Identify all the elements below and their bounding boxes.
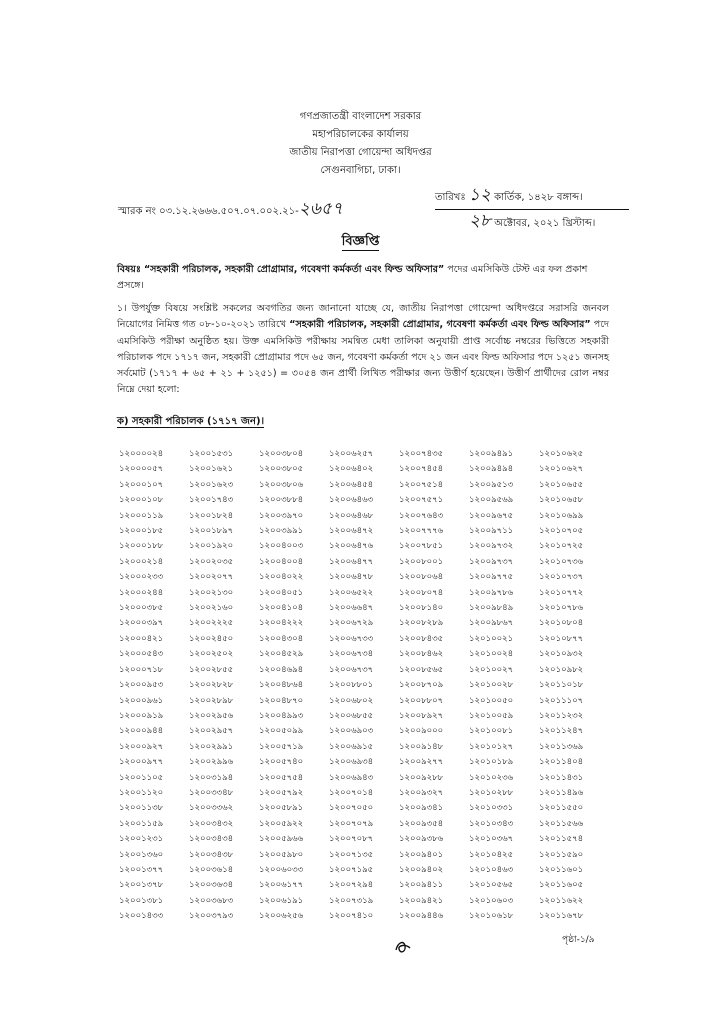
roll-number-cell: ১২০১০৭৩৭ (539, 572, 584, 583)
roll-number-cell: ১২০০৯৭৮৬ (469, 587, 514, 598)
roll-number-cell: ১২০০৪৫২৯ (259, 649, 304, 660)
roll-number-cell: ১২০০৬১৯১ (259, 895, 304, 906)
roll-number-cell: ১২০০৩৯৭০ (259, 510, 304, 521)
roll-number-cell: ১২০১১৬০১ (539, 864, 584, 875)
roll-number-cell: ১২০০০০৫৭ (119, 464, 164, 475)
roll-number-cell: ১২০০৩১৯৪ (189, 772, 234, 783)
roll-number-cell: ১২০০৬৭৩৩ (329, 633, 374, 644)
roll-number-cell: ১২০০০১০৮ (119, 495, 164, 506)
roll-number-cell: ১২০১০০২১ (469, 633, 514, 644)
subject-bold-text: “সহকারী পরিচালক, সহকারী প্রোগ্রামার, গবেষণা কর্মকর্তা এবং ফিল্ড অফিসার” (143, 264, 445, 275)
roll-number-cell: ১২০১০৭৭২ (539, 587, 584, 598)
roll-number-cell: ১২০০৩৮০৬ (259, 479, 304, 490)
roll-number-cell: ১২০০০৪২১ (119, 633, 164, 644)
roll-number-cell: ১২০০৮৪৩৫ (399, 633, 444, 644)
roll-number-cell: ১২০০০৯১৯ (119, 710, 164, 721)
roll-number-cell: ১২০১০৪২৫ (469, 849, 514, 860)
roll-number-cell: ১২০০৯৮৬৭ (469, 618, 514, 629)
roll-number-cell: ১২০০৮৯২৭ (399, 710, 444, 721)
roll-number-cell: ১২০০৬৫২২ (329, 587, 374, 598)
roll-number-cell: ১২০০৭৪১০ (329, 911, 374, 922)
roll-number-cell: ১২০০৭০৫০ (329, 803, 374, 814)
roll-number-cell: ১২০০৪০০৪ (259, 556, 304, 567)
roll-number-cell: ১২০০২৮২৮ (189, 680, 234, 691)
roll-number-cell: ১২০০৯২৭৭ (399, 757, 444, 768)
roll-number-cell: ১২০০৬৭২৯ (329, 618, 374, 629)
roll-number-cell: ১২০০০১৮৫ (119, 526, 164, 537)
roll-number-cell: ১২০০০৯২৭ (119, 741, 164, 752)
roll-number-cell: ১২০০০৯৬১ (119, 695, 164, 706)
roll-number-cell: ১২০০২৮৫৫ (189, 664, 234, 675)
roll-number-cell: ১২০১১৬৭৮ (539, 911, 584, 922)
roll-number-cell: ১২০০১৩৭৭ (119, 864, 164, 875)
roll-number-cell: ১২০০৬৬৪৭ (329, 603, 374, 614)
roll-number-cell: ১২০০১৬২১ (189, 464, 234, 475)
roll-number-cell: ১২০০০৯৪৪ (119, 726, 164, 737)
date-label: তারিখঃ (435, 192, 466, 203)
roll-number-cell: ১২০০৯৭৩৭ (469, 556, 514, 567)
roll-number-cell: ১২০০০২৩৩ (119, 572, 164, 583)
roll-number-cell: ১২০১১৪৯৬ (539, 787, 584, 798)
roll-number-cell: ১২০১০৪৬৩ (469, 864, 514, 875)
roll-number-cell: ১২০০০১৮৮ (119, 541, 164, 552)
roll-number-cell: ১২০০১৫৩১ (189, 449, 234, 459)
roll-number-cell: ১২০১০৮০৪ (539, 618, 584, 629)
roll-number-cell: ১২০০৩৮০৫ (259, 464, 304, 475)
roll-number-cell: ১২০০৫৯৮০ (259, 849, 304, 860)
roll-number-cell: ১২০০৬২৫৬ (259, 911, 304, 922)
roll-number-cell: ১২০০৬৪৫৪ (329, 479, 374, 490)
roll-number-cell: ১২০০৬৪৬৮ (329, 510, 374, 521)
roll-number-cell: ১২০০১৩৭৮ (119, 880, 164, 891)
roll-number-cell: ১২০০৪০০৩ (259, 541, 304, 552)
roll-number-cell: ১২০১১৩৬৯ (539, 741, 584, 752)
roll-number-cell: ১২০০৯৪২১ (399, 895, 444, 906)
roll-number-cell: ১২০০৮৫৬৫ (399, 664, 444, 675)
roll-number-cell: ১২০১১৫৭৪ (539, 834, 584, 845)
roll-number-cell: ১২০০২৯৯১ (189, 741, 234, 752)
roll-number-cell: ১২০১০৩৪৩ (469, 818, 514, 829)
subject-rest-text: পদের এমসিকিউ টেস্ট এর ফল প্রকাশ প্রসঙ্গে। (117, 264, 588, 291)
roll-number-cell: ১২০০০২১৪ (119, 556, 164, 567)
roll-number-cell: ১২০০২৫০২ (189, 649, 234, 660)
roll-number-cell: ১২০১০৯৮২ (539, 664, 584, 675)
roll-number-cell: ১২০০৭২৯৪ (329, 880, 374, 891)
roll-number-cell: ১২০০১৬২৩ (189, 479, 234, 490)
roll-number-cell: ১২০০৪০৫১ (259, 587, 304, 598)
roll-number-cell: ১২০০৭৫৭১ (399, 495, 444, 506)
roll-number-cell: ১২০০৯৩৮৬ (399, 834, 444, 845)
roll-number-cell: ১২০১০৮৭৭ (539, 633, 584, 644)
roll-number-cell: ১২০১১৪০৪ (539, 757, 584, 768)
roll-number-cell: ১২০০৯৭১১ (469, 526, 514, 537)
roll-number-cell: ১২০০৬৯০৩ (329, 726, 374, 737)
roll-number-cell: ১২০০৯৬৭৫ (469, 510, 514, 521)
roll-number-cell: ১২০০৫৮৯১ (259, 803, 304, 814)
roll-number-cell: ১২০০২৯৯৬ (189, 757, 234, 768)
section-heading-text: ক) সহকারী পরিচালক (১৭১৭ জন)। (117, 416, 265, 427)
roll-number-cell: ১২০১১১০৭ (539, 695, 584, 706)
roll-number-cell: ১২০০২২২৫ (189, 618, 234, 629)
body-text-bold: “সহকারী পরিচালক, সহকারী প্রোগ্রামার, গবেষণা কর্মকর্তা এবং ফিল্ড অফিসার” (289, 319, 591, 331)
memo-ref-number: ২৬৫৭ (298, 199, 343, 219)
roll-number-cell: ১২০১১২৪৭ (539, 726, 584, 737)
date-month-bn: কার্তিক, ১৪২৮ বঙ্গাব্দ। (494, 192, 583, 203)
roll-number-cell: ১২০০৭৪৩৫ (399, 449, 444, 459)
roll-number-cell: ১২০১০০২৮ (469, 680, 514, 691)
roll-number-cell: ১২০১০৬৫৮ (539, 495, 584, 506)
roll-number-cell: ১২০০৪৩০৪ (259, 633, 304, 644)
subject-label: বিষয়ঃ (117, 264, 141, 275)
roll-number-cell: ১২০০৯৪০২ (399, 864, 444, 875)
roll-number-cell: ১২০০১৭৪৩ (189, 495, 234, 506)
roll-number-cell: ১২০১১০১৮ (539, 680, 584, 691)
roll-number-cell: ১২০০১১৫৯ (119, 818, 164, 829)
roll-number-cell: ১২০০১১২০ (119, 787, 164, 798)
signature-icon (392, 936, 414, 958)
roll-number-cell: ১২০০৩৩৪৮ (189, 787, 234, 798)
roll-number-cell: ১২০০৪৮৭০ (259, 695, 304, 706)
roll-number-cell: ১২০০৫৯২২ (259, 818, 304, 829)
roll-number-cell: ১২০০৮৮০৭ (399, 695, 444, 706)
roll-number-cell: ১২০০৩৪৩৮ (189, 849, 234, 860)
roll-number-cell: ১২০০৭০৭৯ (329, 818, 374, 829)
memo-date (435, 184, 629, 235)
roll-number-cell: ১২০০৭৪৫৪ (399, 464, 444, 475)
roll-number-cell: ১২০০০১১৯ (119, 510, 164, 521)
roll-number-cell: ১২০০৫৭১৯ (259, 741, 304, 752)
roll-number-cell: ১২০০৫০৯৯ (259, 726, 304, 737)
roll-number-cell: ১২০০৬৪৭৮ (329, 572, 374, 583)
roll-number-cell: ১২০১১৫৯০ (539, 849, 584, 860)
roll-number-cell: ১২০০৩৩৬২ (189, 803, 234, 814)
roll-number-cell: ১২০০৮২৮৯ (399, 618, 444, 629)
roll-number-cell: ১২০০২৯৫৬ (189, 710, 234, 721)
subject-line (117, 262, 607, 294)
roll-number-cell: ১২০০৭০৮৭ (329, 834, 374, 845)
roll-number-cell: ১২০০৫৯৬৬ (259, 834, 304, 845)
roll-number-cell: ১২০০১৩৬০ (119, 849, 164, 860)
roll-number-cell: ১২০০০১০৭ (119, 479, 164, 490)
roll-number-cell: ১২০০৯৪১১ (399, 880, 444, 891)
roll-number-cell: ১২০০৪৬৯৪ (259, 664, 304, 675)
roll-number-table (119, 447, 609, 925)
roll-number-cell: ১২০০৪০২২ (259, 572, 304, 583)
roll-number-cell: ১২০০৯৫৬৯ (469, 495, 514, 506)
roll-number-cell: ১২০০৬৮০২ (329, 695, 374, 706)
roll-number-cell: ১২০০৩৭৯৩ (189, 911, 234, 922)
roll-number-cell: ১২০০১৮৯৭ (189, 526, 234, 537)
roll-number-cell: ১২০১০০২৪ (469, 649, 514, 660)
roll-number-cell: ১২০০৯১৪৮ (399, 741, 444, 752)
roll-number-cell: ১২০০৭৩১৯ (329, 895, 374, 906)
roll-number-cell: ১২০১১৫৫০ (539, 803, 584, 814)
roll-number-cell: ১২০১১৬০৫ (539, 880, 584, 891)
roll-number-cell: ১২০০৬২৫৭ (329, 449, 374, 459)
roll-number-cell: ১২০১০০২৭ (469, 664, 514, 675)
roll-number-cell: ১২০০০২৪৪ (119, 587, 164, 598)
roll-number-cell: ১২০০৭১৯৫ (329, 864, 374, 875)
roll-number-cell: ১২০০৫৭৯২ (259, 787, 304, 798)
roll-number-cell: ১২০০২১৩০ (189, 587, 234, 598)
roll-number-cell: ১২০০৭৬৪৩ (399, 510, 444, 521)
gov-name: গণপ্রজাতন্ত্রী বাংলাদেশ সরকার (299, 111, 422, 122)
roll-number-cell: ১২০১০৯৩২ (539, 649, 584, 660)
roll-number-cell: ১২০০০৯৫৩ (119, 680, 164, 691)
roll-number-cell: ১২০০৬৪৭২ (329, 526, 374, 537)
roll-number-cell: ১২০০৪১০৪ (259, 603, 304, 614)
roll-number-cell: ১২০০৮০৭৪ (399, 587, 444, 598)
roll-number-cell: ১২০১১৬২২ (539, 895, 584, 906)
date-day-en: ২৮ (469, 211, 492, 231)
roll-number-cell: ১২০০৪৯৯৩ (259, 710, 304, 721)
roll-number-cell: ১২০১০৬২৭ (539, 464, 584, 475)
roll-number-cell: ১২০০৩৬১৪ (189, 864, 234, 875)
roll-number-cell: ১২০০৬৯৪৩ (329, 772, 374, 783)
memo-ref-label: স্মারক নং ০৩.১২.২৬৬৬.৫০৭.০৭.০০২.২১- (118, 206, 299, 217)
roll-number-cell: ১২০১১৫৬৬ (539, 818, 584, 829)
roll-number-cell: ১২০০৯৩২৭ (399, 787, 444, 798)
roll-number-cell: ১২০০৬১৭৭ (259, 880, 304, 891)
roll-number-cell: ১২০০৮৪৬২ (399, 649, 444, 660)
roll-number-cell: ১২০০১৮২৪ (189, 510, 234, 521)
roll-number-cell: ১২০০৬৮৫৫ (329, 710, 374, 721)
roll-number-cell: ১২০০২৯৫৭ (189, 726, 234, 737)
roll-number-cell: ১২০০৫৭৫৪ (259, 772, 304, 783)
roll-number-cell: ১২০০২০৩৫ (189, 556, 234, 567)
roll-number-cell: ১২০০৩৮৮৪ (259, 495, 304, 506)
roll-number-cell: ১২০০৬০৩৩ (259, 864, 304, 875)
page-number: পৃষ্ঠা-১/৯ (562, 935, 595, 945)
roll-number-cell: ১২০০৬৭৩৭ (329, 664, 374, 675)
roll-number-cell: ১২০১০৩৩১ (469, 803, 514, 814)
roll-number-cell: ১২০০৩৮০৪ (259, 449, 304, 459)
roll-number-cell: ১২০১০৫৬৫ (469, 880, 514, 891)
roll-number-cell: ১২০১০৩৬৭ (469, 834, 514, 845)
roll-number-cell: ১২০১০০৫৯ (469, 710, 514, 721)
roll-number-cell: ১২০০৯৪০১ (399, 849, 444, 860)
notice-title (0, 232, 721, 253)
body-text-1: ১। উপর্যুক্ত বিষয়ে সংশ্লিষ্ট সকলের অবগতির জন্য জানানো যাচ্ছে যে, জাতীয় নিরাপত্তা গোয়েন্দা অধিদপ্তরে সরাসরি জনবল নিয়োগের নিমিত্ত গত ০৮-১০-২০২১ তারিখে (117, 303, 609, 331)
roll-number-cell: ১২০০৯৫১৩ (469, 479, 514, 490)
roll-number-cell: ১২০১০০৫০ (469, 695, 514, 706)
roll-number-cell: ১২০১০৬০৩ (469, 895, 514, 906)
roll-number-cell: ১২০১১২৩২ (539, 710, 584, 721)
roll-number-cell: ১২০১০০৮১ (469, 726, 514, 737)
roll-number-cell: ১২০১০৬২৫ (539, 449, 584, 459)
roll-number-cell: ১২০০১২৩১ (119, 834, 164, 845)
roll-number-cell: ১২০১০২৩৬ (469, 772, 514, 783)
roll-number-cell: ১২০০৬৪৭৬ (329, 541, 374, 552)
roll-number-cell: ১২০০৩৪৩৪ (189, 834, 234, 845)
roll-number-cell: ১২০০৮৮০১ (329, 680, 374, 691)
roll-number-cell: ১২০০৩৬৮৩ (189, 895, 234, 906)
roll-number-cell: ১২০০০৩৯৭ (119, 618, 164, 629)
office-address: সেগুনবাগিচা, ঢাকা। (320, 165, 401, 176)
roll-number-cell: ১২০০৯৭৩২ (469, 541, 514, 552)
roll-number-cell: ১২০০৬৯১৫ (329, 741, 374, 752)
roll-number-cell: ১২০০২০৭৭ (189, 572, 234, 583)
roll-number-cell: ১২০০৩৬৩৪ (189, 880, 234, 891)
roll-number-cell: ১২০০৯০০০ (399, 726, 444, 737)
roll-number-cell: ১২০০৬৪৭৭ (329, 556, 374, 567)
roll-number-cell: ১২০১০৬১৮ (469, 911, 514, 922)
department-name: জাতীয় নিরাপত্তা গোয়েন্দা অধিদপ্তর (289, 147, 432, 158)
roll-number-cell: ১২০০৭১৩৫ (329, 849, 374, 860)
roll-number-cell: ১২০০৩৯৯১ (259, 526, 304, 537)
roll-number-cell: ১২০০৯৩৫৪ (399, 818, 444, 829)
roll-number-cell: ১২০১০৭৮৬ (539, 603, 584, 614)
office-name: মহাপরিচালকের কার্যালয় (312, 129, 409, 140)
roll-number-cell: ১২০০৬৪৬৩ (329, 495, 374, 506)
roll-number-cell: ১২০০৭৮৫১ (399, 541, 444, 552)
roll-number-cell: ১২০০৬৭৩৪ (329, 649, 374, 660)
roll-number-cell: ১২০০১১৩৮ (119, 803, 164, 814)
roll-number-cell: ১২০০৬৪০২ (329, 464, 374, 475)
roll-number-cell: ১২০০৯৩৪১ (399, 803, 444, 814)
notice-title-text: বিজ্ঞপ্তি (341, 234, 380, 249)
roll-number-cell: ১২০০৭৭৭৬ (399, 526, 444, 537)
roll-number-cell: ১২০০০০২৪ (119, 449, 164, 459)
roll-number-cell: ১২০১০৬৯৯ (539, 510, 584, 521)
roll-number-cell: ১২০০১৩৮১ (119, 895, 164, 906)
letterhead (0, 108, 721, 180)
roll-number-cell: ১২০১০১২৭ (469, 741, 514, 752)
roll-number-cell: ১২০১০৭০৫ (539, 526, 584, 537)
roll-number-cell: ১২০০২৮৯৮ (189, 695, 234, 706)
roll-number-cell: ১২০০৯৭৭৫ (469, 572, 514, 583)
roll-number-cell: ১২০০০৯৭৭ (119, 757, 164, 768)
roll-number-cell: ১২০০৯৪৪৬ (399, 911, 444, 922)
memo-reference (118, 196, 343, 224)
roll-number-cell: ১২০০২৪৫০ (189, 633, 234, 644)
roll-number-cell: ১২০১০৭৩৬ (539, 556, 584, 567)
roll-number-cell: ১২০০৮০০১ (399, 556, 444, 567)
roll-number-cell: ১২০১০৬৫৫ (539, 479, 584, 490)
roll-number-cell: ১২০০৫৭৪০ (259, 757, 304, 768)
roll-number-cell: ১২০১০১৮৯ (469, 757, 514, 768)
roll-number-cell: ১২০০৮১৪০ (399, 603, 444, 614)
roll-number-cell: ১২০০১১০৫ (119, 772, 164, 783)
roll-number-cell: ১২০০১৯২০ (189, 541, 234, 552)
roll-number-cell: ১২০১১৪৩১ (539, 772, 584, 783)
roll-number-cell: ১২০০৯৪৯১ (469, 449, 514, 459)
roll-number-cell: ১২০০৪২২২ (259, 618, 304, 629)
roll-number-cell: ১২০০৩৪৩২ (189, 818, 234, 829)
roll-number-cell: ১২০০৮৭০৯ (399, 680, 444, 691)
roll-number-cell: ১২০০৭৫১৪ (399, 479, 444, 490)
roll-number-cell: ১২০০২১৬০ (189, 603, 234, 614)
roll-number-cell: ১২০০১৪৩৩ (119, 911, 164, 922)
roll-number-cell: ১২০০৪৮৬৪ (259, 680, 304, 691)
roll-number-cell: ১২০০০৩৮৫ (119, 603, 164, 614)
roll-number-cell: ১২০০৮০৬৪ (399, 572, 444, 583)
roll-number-cell: ১২০০৯৪৯৪ (469, 464, 514, 475)
date-day-bn: ১২ (468, 185, 491, 205)
roll-number-cell: ১২০১০৭২৫ (539, 541, 584, 552)
roll-number-cell: ১২০১০২৮৮ (469, 787, 514, 798)
roll-number-cell: ১২০০৬৯৩৪ (329, 757, 374, 768)
roll-number-cell: ১২০০৯৮৪৯ (469, 603, 514, 614)
body-paragraph (117, 301, 609, 399)
roll-number-cell: ১২০০০৫৪৩ (119, 649, 164, 660)
section-heading (117, 414, 264, 431)
roll-number-cell: ১২০০৭০১৪ (329, 787, 374, 798)
roll-number-cell: ১২০০০৭১৮ (119, 664, 164, 675)
date-month-en: অক্টোবর, ২০২১ খ্রিস্টাব্দ। (494, 218, 596, 229)
body-text-2: পদে এমসিকিউ পরীক্ষা অনুষ্ঠিত হয়। উক্ত এমসিকিউ পরীক্ষায় সমন্বিত মেধা তালিকা অনুযায়ী প্রাপ্ত সর্বোচ্চ নম্বরের ভিত্তিতে সহকারী পরিচালক পদে ১৭১৭ জন, সহকারী প্রোগ্রামার পদে ৬৫ জন, গবেষণা কর্মকর্তা পদে ২১ জন এবং ফিল্ড অফিসার পদে ১২৫১ জনসহ সর্বমোট (১৭১৭ + ৬৫ + ২১ + ১২৫১) = ৩০৫৪ জন প্রার্থী লিখিত পরীক্ষার জন্য উত্তীর্ণ হয়েছেন। উত্তীর্ণ প্রার্থীদের রোল নম্বর নিম্নে দেয়া হলো: (117, 319, 610, 396)
roll-number-cell: ১২০০৯২৮৮ (399, 772, 444, 783)
